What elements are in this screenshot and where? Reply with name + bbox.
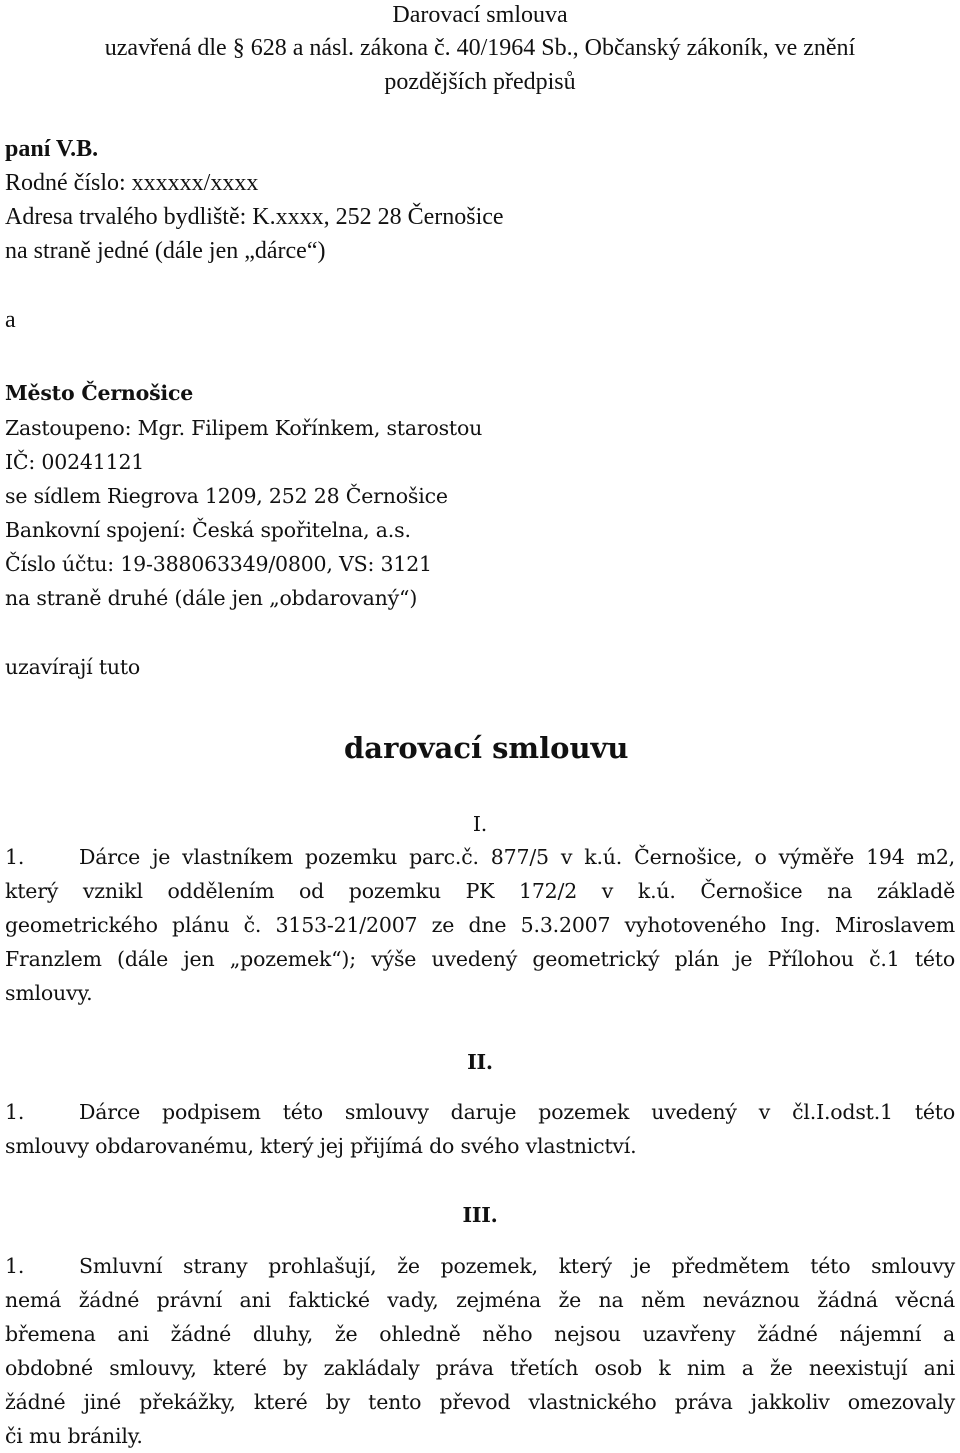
donor-address: Adresa trvalého bydliště: K.xxxx, 252 28 Černošice: [5, 204, 504, 230]
paragraph-line: či mu bránily.: [5, 1424, 143, 1448]
section-heading: III.: [462, 1203, 498, 1227]
contract-heading: darovací smlouvu: [344, 731, 629, 765]
document-subtitle-line1: uzavřená dle § 628 a násl. zákona č. 40/1964 Sb., Občanský zákoník, ve znění: [104, 35, 856, 61]
paragraph-line: smlouvy obdarovanému, který jej přijímá do svého vlastnictví.: [5, 1134, 637, 1158]
paragraph-text: Dárce je vlastníkem pozemku parc.č. 877/5 v k.ú. Černošice, o výměře 194 m2,: [79, 845, 955, 869]
recipient-account: Číslo účtu: 19-388063349/0800, VS: 3121: [5, 552, 432, 576]
paragraph-line: břemena ani žádné dluhy, že ohledně něho nejsou uzavřeny žádné nájemní a: [5, 1322, 955, 1346]
donor-name: paní V.B.: [5, 136, 99, 162]
paragraph-line: Franzlem (dále jen „pozemek“); výše uvedený geometrický plán je Přílohou č.1 této: [5, 947, 955, 971]
section-body: [5, 840, 955, 1010]
donor-birth-number: Rodné číslo: xxxxxx/xxxx: [5, 170, 259, 196]
paragraph-number: 1.: [5, 1254, 25, 1278]
paragraph-line: žádné jiné překážky, které by tento převod vlastnického práva jakkoliv omezovaly: [5, 1390, 955, 1414]
paragraph-line: obdobné smlouvy, které by zakládaly práva třetích osob k nim a že neexistují ani: [5, 1356, 955, 1380]
paragraph-line: smlouvy.: [5, 981, 93, 1005]
paragraph-number: 1.: [5, 845, 25, 869]
paragraph-line: [5, 1095, 955, 1129]
document-title: Darovací smlouva: [392, 2, 568, 28]
recipient-seat: se sídlem Riegrova 1209, 252 28 Černošice: [5, 484, 448, 508]
section-body: [5, 1249, 955, 1453]
section-body: [5, 1095, 955, 1163]
paragraph-line: nemá žádné právní ani faktické vady, zejména že na něm neváznou žádná věcná: [5, 1288, 955, 1312]
recipient-represented: Zastoupeno: Mgr. Filipem Kořínkem, starostou: [5, 416, 483, 440]
recipient-bank: Bankovní spojení: Česká spořitelna, a.s.: [5, 518, 411, 542]
paragraph-line: který vznikl oddělením od pozemku PK 172/2 v k.ú. Černošice na základě: [5, 879, 955, 903]
intro-text: uzavírají tuto: [5, 655, 141, 679]
paragraph-text: Dárce podpisem této smlouvy daruje pozemek uvedený v čl.I.odst.1 této: [79, 1100, 955, 1124]
recipient-ic: IČ: 00241121: [5, 450, 145, 474]
paragraph-line: [5, 1249, 955, 1283]
conjunction: a: [5, 307, 16, 333]
recipient-role: na straně druhé (dále jen „obdarovaný“): [5, 586, 418, 610]
section-heading: II.: [467, 1050, 493, 1074]
paragraph-line: geometrického plánu č. 3153-21/2007 ze dne 5.3.2007 vyhotoveného Ing. Miroslavem: [5, 913, 955, 937]
donor-role: na straně jedné (dále jen „dárce“): [5, 238, 326, 264]
paragraph-line: [5, 840, 955, 874]
paragraph-text: Smluvní strany prohlašují, že pozemek, který je předmětem této smlouvy: [79, 1254, 955, 1278]
document-subtitle-line2: pozdějších předpisů: [384, 69, 576, 95]
paragraph-number: 1.: [5, 1100, 25, 1124]
recipient-name: Město Černošice: [5, 381, 194, 405]
section-heading: I.: [472, 812, 488, 836]
